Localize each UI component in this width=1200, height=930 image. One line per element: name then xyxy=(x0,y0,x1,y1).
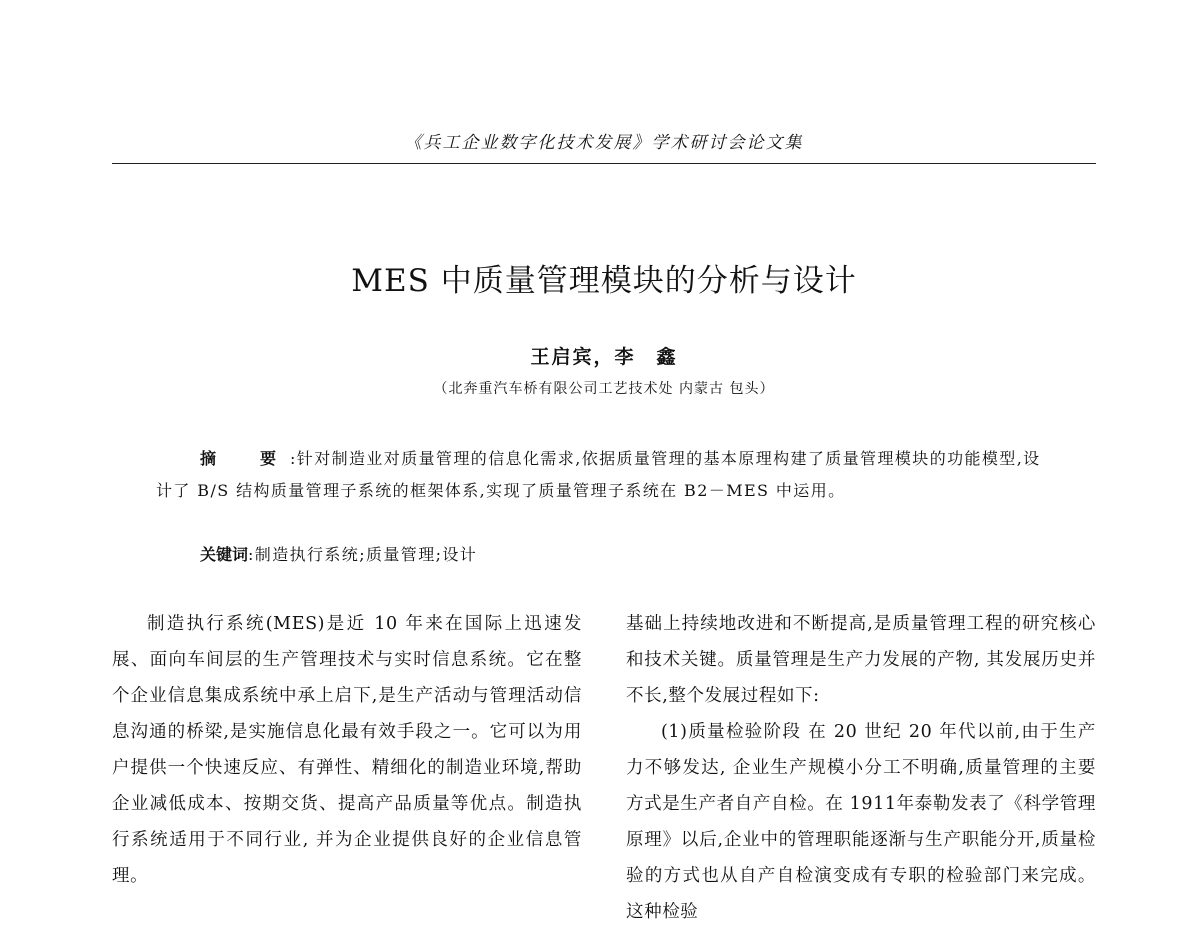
abstract-text: :针对制造业对质量管理的信息化需求,依据质量管理的基本原理构建了质量管理模块的功能模型,设计了 B/S 结构质量管理子系统的框架体系,实现了质量管理子系统在 B2－MES 中运用。 xyxy=(156,449,1041,500)
paper-title: MES 中质量管理模块的分析与设计 xyxy=(351,263,857,299)
body-paragraph: 制造执行系统(MES)是近 10 年来在国际上迅速发展、面向车间层的生产管理技术与实时信息系统。它在整个企业信息集成系统中承上启下,是生产活动与管理活动信息沟通的桥梁,是实施信息化最有效手段之一。它可以为用户提供一个快速反应、有弹性、精细化的制造业环境,帮助企业减低成本、按期交货、提高产品质量等优点。制造执行系统适用于不同行业, 并为企业提供良好的企业信息管理。 xyxy=(112,614,582,886)
abstract-label: 摘 要 xyxy=(200,449,291,468)
header-rule xyxy=(112,163,1096,164)
keywords-label: 关键词 xyxy=(200,545,249,564)
keywords xyxy=(200,539,1060,571)
abstract xyxy=(156,443,1056,507)
keywords-text: :制造执行系统;质量管理;设计 xyxy=(248,545,478,564)
paper-affiliation: （北奔重汽车桥有限公司工艺技术处 内蒙古 包头） xyxy=(433,381,775,397)
body-column-left xyxy=(112,606,582,894)
paper-authors: 王启宾，李 鑫 xyxy=(530,346,678,368)
body-column-right xyxy=(626,606,1096,930)
body-paragraph: (1)质量检验阶段 在 20 世纪 20 年代以前,由于生产力不够发达, 企业生产规模小分工不明确,质量管理的主要方式是生产者自产自检。在 1911年泰勒发表了《科学管理原理》以后,企业中的管理职能逐渐与生产职能分开,质量检验的方式也从自产自检演变成有专职的检验部门来完成。这种检验 xyxy=(626,722,1096,922)
running-header: 《兵工企业数字化技术发展》学术研讨会论文集 xyxy=(404,133,804,153)
body-paragraph: 基础上持续地改进和不断提高,是质量管理工程的研究核心和技术关键。质量管理是生产力发展的产物, 其发展历史并不长,整个发展过程如下: xyxy=(626,614,1096,706)
